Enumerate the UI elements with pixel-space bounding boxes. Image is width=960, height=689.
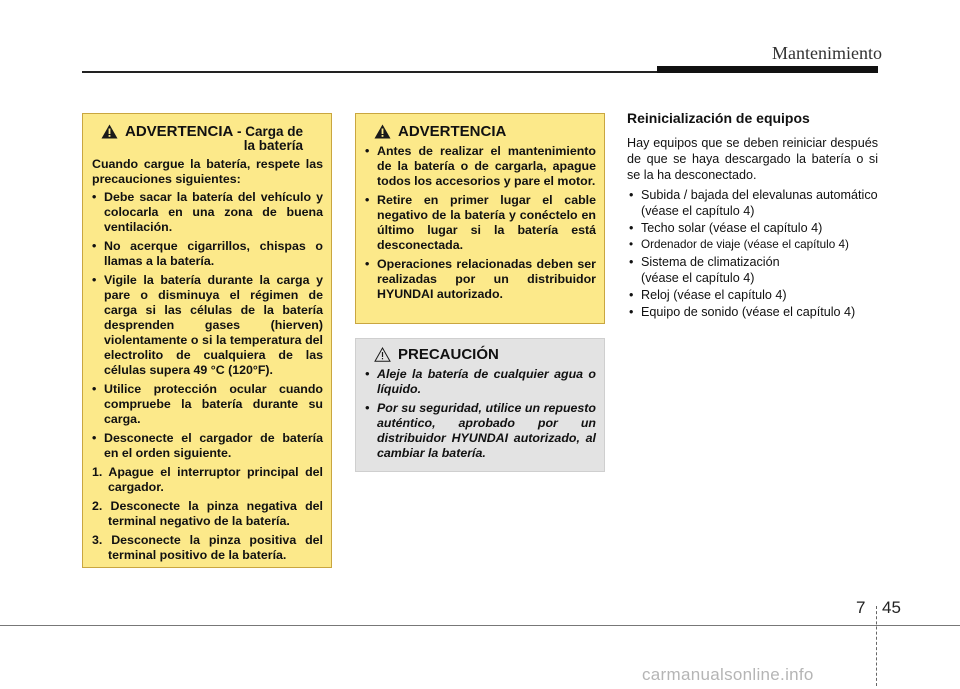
caution-box [355,338,605,472]
list-item: • Utilice protección ocular cuando compruebe la batería durante su carga. [92,382,323,427]
warning-title [92,123,323,153]
header-accent-bar [657,66,878,73]
warning-title [365,123,596,140]
warning-bullet-list [92,190,323,461]
reset-intro: Hay equipos que se deben reiniciar después de que se haya descargado la batería o si se la ha desconectado. [627,136,878,182]
list-item: • Retire en primer lugar el cable negativo de la batería y conéctelo en último lugar si la batería está desconectada. [365,193,596,253]
warning-steps-list [92,465,323,563]
list-item: • Vigile la batería durante la carga y pare o disminuya el régimen de carga si las células de la batería desprenden gases (hierven) violentamente o si la temperatura del electrolito de cualquiera de las células supera 49 °C (120°F). [92,273,323,378]
list-item: • Equipo de sonido (véase el capítulo 4) [627,304,878,320]
warning-title-text: ADVERTENCIA [398,123,507,140]
list-item: • Desconecte el cargador de batería en el orden siguiente. [92,431,323,461]
list-item: • No acerque cigarrillos, chispas o llamas a la batería. [92,239,323,269]
reset-section [627,110,878,321]
warning-bullet-list [365,144,596,302]
list-item: 1. Apague el interruptor principal del cargador. [92,465,323,494]
list-item-line-1: Sistema de climatización [641,255,780,269]
warning-subtitle-2: la batería [243,138,303,153]
footer-rule [0,625,960,626]
watermark[interactable]: carmanualsonline.info [642,665,814,684]
list-item: • Por su seguridad, utilice un repuesto auténtico, aprobado por un distribuidor HYUNDAI autorizado, al cambiar la batería. [365,401,596,461]
warning-title-text: ADVERTENCIA [125,123,233,140]
page-section-title: Mantenimiento [772,43,882,63]
warning-box-battery-charge [82,113,332,568]
warning-subtitle-1: - Carga de [236,124,303,139]
list-item: • Reloj (véase el capítulo 4) [627,287,878,303]
caution-title-text: PRECAUCIÓN [398,346,499,363]
list-item: • Debe sacar la batería del vehículo y colocarla en una zona de buena ventilación. [92,190,323,235]
warning-triangle-icon [101,124,118,139]
list-item: • Subida / bajada del elevalunas automático (véase el capítulo 4) [627,187,878,219]
list-item-line-2: (véase el capítulo 4) [641,271,755,285]
list-item: 2. Desconecte la pinza negativa del terminal negativo de la batería. [92,499,323,528]
reset-heading: Reinicialización de equipos [627,110,810,126]
list-item [627,254,878,286]
caution-triangle-icon [374,347,391,362]
list-item: • Techo solar (véase el capítulo 4) [627,220,878,236]
warning-intro: Cuando cargue la batería, respete las precauciones siguientes: [92,157,323,186]
list-item: • Operaciones relacionadas deben ser realizadas por un distribuidor HYUNDAI autorizado. [365,257,596,302]
list-item: • Ordenador de viaje (véase el capítulo 4) [627,237,878,253]
page-number: 45 [882,598,901,617]
reset-item-list [627,187,878,320]
warning-triangle-icon [374,124,391,139]
footer-separator [876,606,877,686]
caution-bullet-list [365,367,596,461]
list-item: • Aleje la batería de cualquier agua o líquido. [365,367,596,397]
caution-title [365,346,596,363]
list-item: • Antes de realizar el mantenimiento de la batería o de cargarla, apague todos los accesorios y pare el motor. [365,144,596,189]
chapter-number: 7 [856,598,866,617]
list-item: 3. Desconecte la pinza positiva del terminal positivo de la batería. [92,533,323,562]
warning-box-general [355,113,605,324]
